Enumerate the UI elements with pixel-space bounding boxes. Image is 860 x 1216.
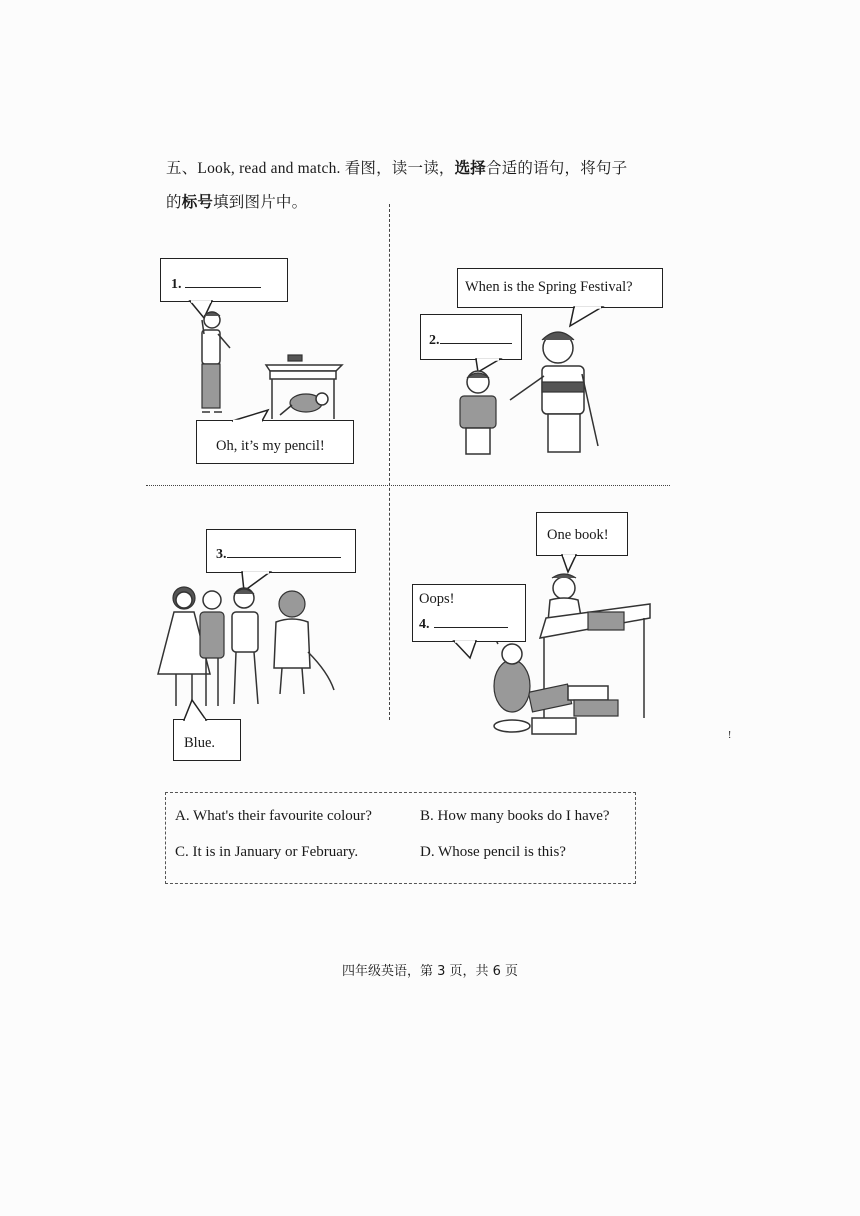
panel1-blank[interactable] [185,275,261,288]
options-box [165,792,636,884]
panel2-blank[interactable] [440,331,512,344]
instruction-line-2 [166,190,307,212]
panel1-reply-tail [232,410,272,422]
page-footer: 四年级英语，第 3 页，共 6 页 [341,964,519,979]
panel3-reply-tail [182,700,212,721]
panel4-answer-bubble [412,584,526,642]
panel4-top-text: One book! [547,527,609,543]
panel4-exclaim-text: Oops! [419,591,455,607]
side-mark: ! [728,730,732,741]
panel2-question-bubble [457,268,663,308]
panel3-question-bubble [206,529,356,573]
panel1-number: 1. [171,277,182,292]
panel2-tall-boy-figure [506,326,606,456]
instruction-bold: 标号 [181,194,214,211]
instruction-bold: 选择 [454,160,486,177]
panel2-question-tail [568,306,608,328]
panel4-top-bubble [536,512,628,556]
option-c: C. It is in January or February. [175,844,359,860]
panel1-reply-bubble [196,420,354,464]
option-b: B. How many books do I have? [420,808,610,824]
panel3-number: 3. [216,547,227,562]
panel2-number: 2. [429,333,440,348]
panel4-blank[interactable] [434,615,508,628]
instruction-text: 的 [166,194,182,211]
instruction-text: 填到图片中。 [213,194,308,211]
panel1-boy-figure [188,308,238,420]
panel4-answer-tail [452,640,482,660]
instruction-text: 五、Look, read and match. 看图，读一读， [166,160,455,177]
panel1-question-bubble [160,258,288,302]
horizontal-divider [146,485,670,486]
panel1-reply-text: Oh, it’s my pencil! [216,438,325,454]
panel1-desk-dog-figure [262,355,346,423]
option-a: A. What's their favourite colour? [175,808,372,824]
panel2-question-text: When is the Spring Festival? [465,279,633,295]
instruction-text: 合适的语句，将句子 [486,160,628,177]
panel3-blank[interactable] [227,545,341,558]
panel3-children-figure [152,582,338,710]
panel2-small-boy-figure [454,368,504,458]
option-d: D. Whose pencil is this? [420,844,566,860]
vertical-divider [389,204,390,720]
panel4-number: 4. [419,617,430,632]
panel3-reply-bubble [173,719,241,761]
panel3-reply-text: Blue. [184,735,216,751]
instruction-line-1 [166,156,627,178]
